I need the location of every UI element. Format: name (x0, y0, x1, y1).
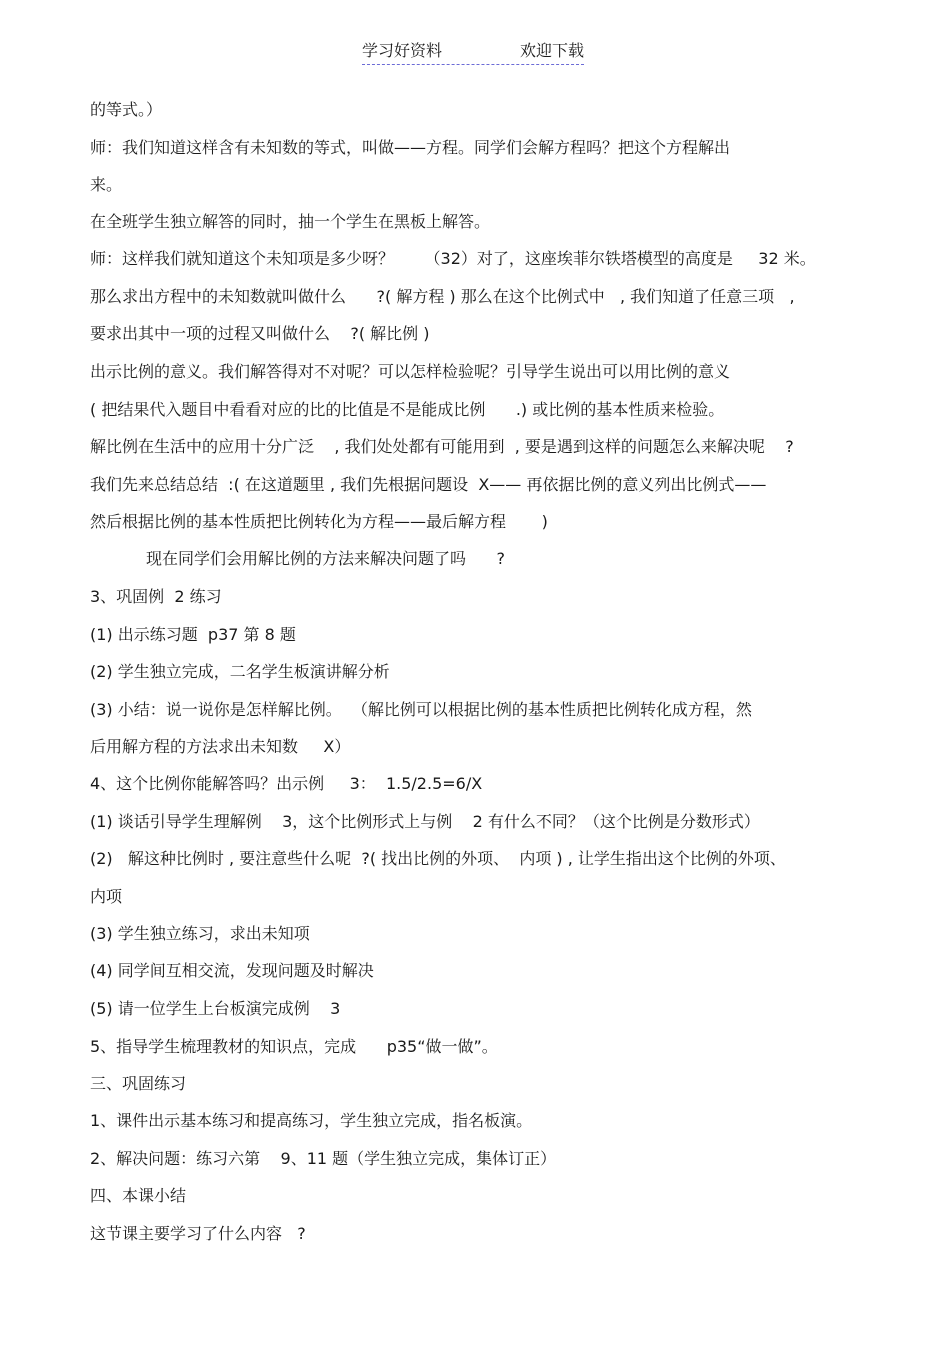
text-line: 然后根据比例的基本性质把比例转化为方程——最后解方程 ) (90, 512, 548, 531)
text-line: (2) 解这种比例时 , 要注意些什么呢 ?( 找出比例的外项、 内项 ) , 让学生指出这个比例的外项、 (90, 849, 786, 868)
text-line: (3) 学生独立练习，求出未知项 (90, 924, 310, 943)
text-line: 三、巩固练习 (90, 1074, 187, 1093)
text-line: 这节课主要学习了什么内容 ? (90, 1224, 306, 1243)
text-line: (5) 请一位学生上台板演完成例 3 (90, 999, 341, 1018)
text-line: 解比例在生活中的应用十分广泛 , 我们处处都有可能用到 , 要是遇到这样的问题怎么来解决呢 ? (90, 437, 794, 456)
text-line: 2、解决问题：练习六第 9、11 题（学生独立完成，集体订正） (90, 1149, 557, 1168)
text-line: 那么求出方程中的未知数就叫做什么 ?( 解方程 ) 那么在这个比例式中 , 我们知道了任意三项 , (90, 287, 795, 306)
text-line: 要求出其中一项的过程又叫做什么 ?( 解比例 ) (90, 324, 430, 343)
text-line: 3、巩固例 2 练习 (90, 587, 222, 606)
text-line: 师：我们知道这样含有未知数的等式，叫做——方程。同学们会解方程吗？把这个方程解出 (90, 138, 731, 157)
text-line: 的等式。） (90, 100, 163, 119)
text-line: 我们先来总结总结 :( 在这道题里 , 我们先根据问题设 X—— 再依据比例的意义列出比例式—— (90, 475, 767, 494)
text-line: 来。 (90, 175, 123, 194)
text-line: (4) 同学间互相交流，发现问题及时解决 (90, 961, 374, 980)
page-header (362, 40, 584, 65)
text-line: 1、课件出示基本练习和提高练习，学生独立完成，指名板演。 (90, 1111, 533, 1130)
text-line: 5、指导学生梳理教材的知识点，完成 p35“做一做”。 (90, 1037, 498, 1056)
text-line: 现在同学们会用解比例的方法来解决问题了吗 ? (90, 549, 505, 568)
text-line: 出示比例的意义。我们解答得对不对呢？可以怎样检验呢？引导学生说出可以用比例的意义 (90, 362, 731, 381)
text-line: 四、本课小结 (90, 1186, 187, 1205)
text-line: ( 把结果代入题目中看看对应的比的比值是不是能成比例 .) 或比例的基本性质来检验。 (90, 400, 725, 419)
text-line: (3) 小结：说一说你是怎样解比例。 （解比例可以根据比例的基本性质把比例转化成方程，然 (90, 700, 752, 719)
text-line: (2) 学生独立完成，二名学生板演讲解分析 (90, 662, 390, 681)
header-right-text: 欢迎下载 (519, 41, 584, 60)
text-line: 后用解方程的方法求出未知数 X） (90, 737, 351, 756)
text-line: 师：这样我们就知道这个未知项是多少呀？ （32）对了，这座埃菲尔铁塔模型的高度是 32 米。 (90, 249, 816, 268)
text-line: (1) 出示练习题 p37 第 8 题 (90, 625, 296, 644)
text-line: 在全班学生独立解答的同时，抽一个学生在黑板上解答。 (90, 212, 491, 231)
text-line: (1) 谈话引导学生理解例 3，这个比例形式上与例 2 有什么不同？（这个比例是分数形式） (90, 812, 760, 831)
header-left-text: 学习好资料 (362, 41, 443, 60)
text-line: 内项 (90, 887, 123, 906)
text-line: 4、这个比例你能解答吗？出示例 3： 1.5/2.5=6/X (90, 774, 483, 793)
